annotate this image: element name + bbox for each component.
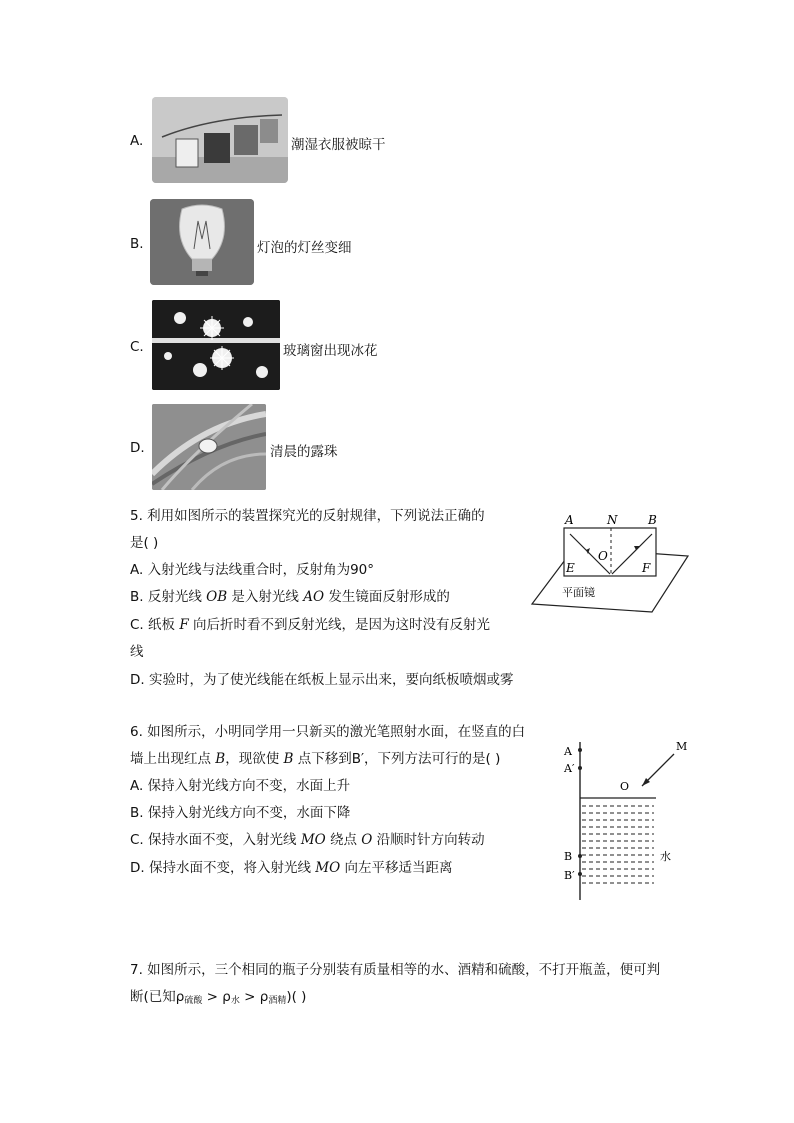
text: 向后折时看不到反射光线，是因为这时没有反射光 <box>188 617 490 633</box>
text: 点下移到B′，下列方法可行的是( ) <box>293 751 501 767</box>
text: 向左平移适当距离 <box>340 860 453 876</box>
question-stem-cont <box>130 749 500 769</box>
reflection-apparatus-diagram <box>528 508 692 614</box>
text: C. 保持水面不变，入射光线 <box>130 832 301 848</box>
option-caption: 清晨的露珠 <box>270 444 338 460</box>
label-n: N <box>607 513 618 527</box>
option-d: D. 实验时，为了使光线能在纸板上显示出来，要向纸板喷烟或雾 <box>130 672 514 688</box>
subscript: 酒精 <box>268 996 287 1006</box>
label-a: A <box>565 513 574 527</box>
text: )( ) <box>286 989 307 1005</box>
text: > ρ <box>202 989 231 1005</box>
option-letter: C. <box>130 339 144 355</box>
text: C. 纸板 <box>130 617 180 633</box>
text: 绕点 <box>325 832 362 848</box>
option-letter: D. <box>130 440 145 456</box>
label-a-prime: A′ <box>564 762 575 775</box>
option-b <box>130 587 450 607</box>
subscript: 水 <box>230 996 240 1006</box>
symbol-b: B <box>215 751 226 767</box>
label-o: O <box>598 549 608 563</box>
text: 墙上出现红点 <box>130 751 216 767</box>
option-c <box>130 830 485 850</box>
option-c <box>130 615 490 635</box>
text: 发生镜面反射形成的 <box>324 589 450 605</box>
text: 断(已知ρ <box>130 989 185 1005</box>
symbol-mo: MO <box>300 832 326 848</box>
text: ，现欲使 <box>225 751 284 767</box>
option-letter: B. <box>130 236 144 252</box>
label-m: M <box>676 740 688 753</box>
question-stem: 7. 如图所示，三个相同的瓶子分别装有质量相等的水、酒精和硫酸，不打开瓶盖，便可判 <box>130 962 661 978</box>
laser-water-diagram <box>560 736 700 902</box>
label-mirror: 平面镜 <box>562 586 595 599</box>
symbol-mo: MO <box>315 860 341 876</box>
option-b: B. 保持入射光线方向不变，水面下降 <box>130 805 351 821</box>
label-water: 水 <box>660 850 671 863</box>
frost-window-photo <box>152 300 280 390</box>
option-caption: 潮湿衣服被晾干 <box>291 137 386 153</box>
option-caption: 灯泡的灯丝变细 <box>257 240 352 256</box>
symbol-b: B <box>283 751 294 767</box>
option-a: A. 保持入射光线方向不变，水面上升 <box>130 778 351 794</box>
label-f: F <box>642 561 651 575</box>
text: > ρ <box>239 989 269 1005</box>
text: 沿顺时针方向转动 <box>372 832 485 848</box>
subscript: 硫酸 <box>184 996 203 1006</box>
text: B. 反射光线 <box>130 589 207 605</box>
label-a: A <box>564 745 572 758</box>
text: 是入射光线 <box>227 589 304 605</box>
option-letter: A. <box>130 133 144 149</box>
option-d <box>130 858 452 878</box>
question-stem-cont: 是( ) <box>130 535 159 551</box>
symbol-ao: AO <box>303 589 325 605</box>
label-e: E <box>566 561 575 575</box>
question-stem: 6. 如图所示，小明同学用一只新买的激光笔照射水面，在竖直的白 <box>130 724 526 740</box>
label-o: O <box>620 780 630 793</box>
label-b: B <box>564 850 573 863</box>
symbol-f: F <box>179 617 189 633</box>
symbol-ob: OB <box>206 589 228 605</box>
label-b-prime: B′ <box>564 869 575 882</box>
question-stem: 5. 利用如图所示的装置探究光的反射规律，下列说法正确的 <box>130 508 485 524</box>
label-b: B <box>648 513 657 527</box>
option-a: A. 入射光线与法线重合时，反射角为90° <box>130 562 375 578</box>
text: D. 保持水面不变，将入射光线 <box>130 860 316 876</box>
lightbulb-photo <box>150 199 254 285</box>
option-c-cont: 线 <box>130 644 144 660</box>
question-stem-cont <box>130 987 306 1011</box>
clothesline-photo <box>152 97 288 183</box>
symbol-o: O <box>361 832 373 848</box>
dew-drop-photo <box>152 404 266 490</box>
option-caption: 玻璃窗出现冰花 <box>283 343 378 359</box>
